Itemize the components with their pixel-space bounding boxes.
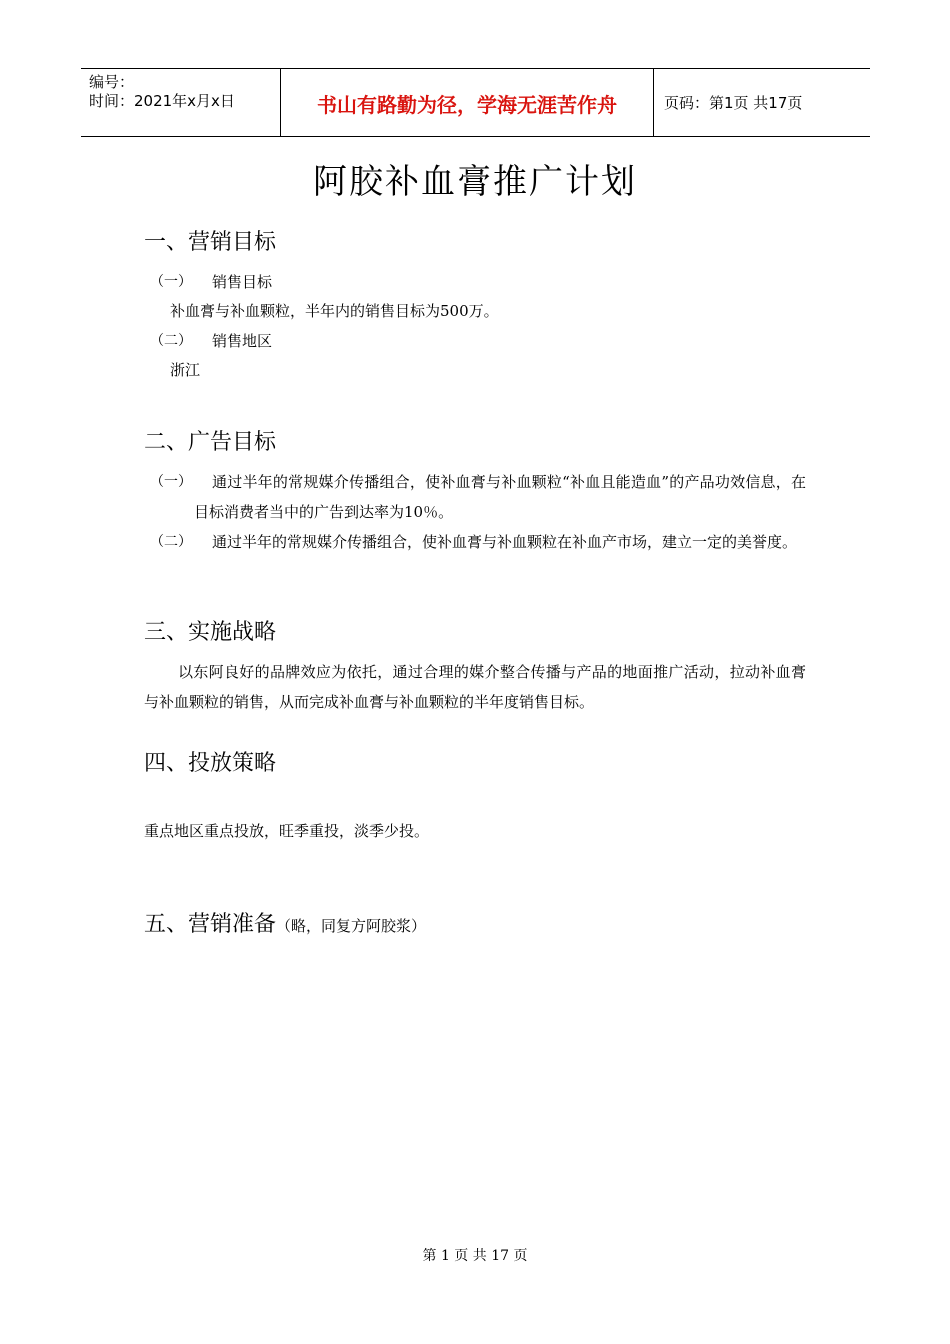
doc-number-label: 编号： (89, 73, 135, 91)
header-motto-cell (281, 69, 654, 136)
list-item-text: 通过半年的常规媒介传播组合，使补血膏与补血颗粒在补血产市场，建立一定的美誉度。 (212, 533, 798, 551)
section-heading-3: 三、实施战略 (144, 620, 277, 645)
list-item-number: （一） (150, 474, 192, 490)
body-text: 重点地区重点投放，旺季重投，淡季少投。 (144, 822, 430, 840)
subsection-title: 销售地区 (212, 332, 273, 350)
section-heading-text: 五、营销准备 (144, 912, 277, 937)
list-item (150, 527, 806, 557)
section-heading-5 (144, 911, 426, 940)
section-heading-1: 一、营销目标 (144, 230, 277, 255)
body-paragraph: 以东阿良好的品牌效应为依托，通过合理的媒介整合传播与产品的地面推广活动，拉动补血膏与补血颗粒的销售，从而完成补血膏与补血颗粒的半年度销售目标。 (144, 663, 806, 711)
page-footer: 第 1 页 共 17 页 (422, 1248, 528, 1264)
section-heading-4: 四、投放策略 (144, 751, 277, 776)
list-item-number: （二） (150, 534, 192, 550)
list-item-text: 通过半年的常规媒介传播组合，使补血膏与补血颗粒“补血且能造血”的产品功效信息，在目标消费者当中的广告到达率为10％。 (194, 473, 806, 521)
section-heading-2: 二、广告目标 (144, 430, 277, 455)
body-text: 浙江 (170, 361, 201, 379)
header-motto: 书山有路勤为径，学海无涯苦作舟 (317, 93, 617, 117)
header-page-cell (654, 69, 870, 136)
header-meta-cell (81, 69, 281, 136)
doc-time-label: 时间：2021年x月x日 (89, 92, 235, 110)
section-heading-note: （略，同复方阿胶浆） (276, 917, 427, 935)
document-title: 阿胶补血膏推广计划 (313, 162, 637, 202)
subsection-title: 销售目标 (212, 273, 273, 291)
subsection-number: （一） (150, 274, 192, 290)
list-item (150, 467, 806, 527)
subsection-number: （二） (150, 333, 192, 349)
header-page-info: 页码：第1页 共17页 (664, 94, 803, 112)
body-text: 补血膏与补血颗粒，半年内的销售目标为500万。 (170, 302, 499, 320)
document-header (81, 68, 870, 137)
